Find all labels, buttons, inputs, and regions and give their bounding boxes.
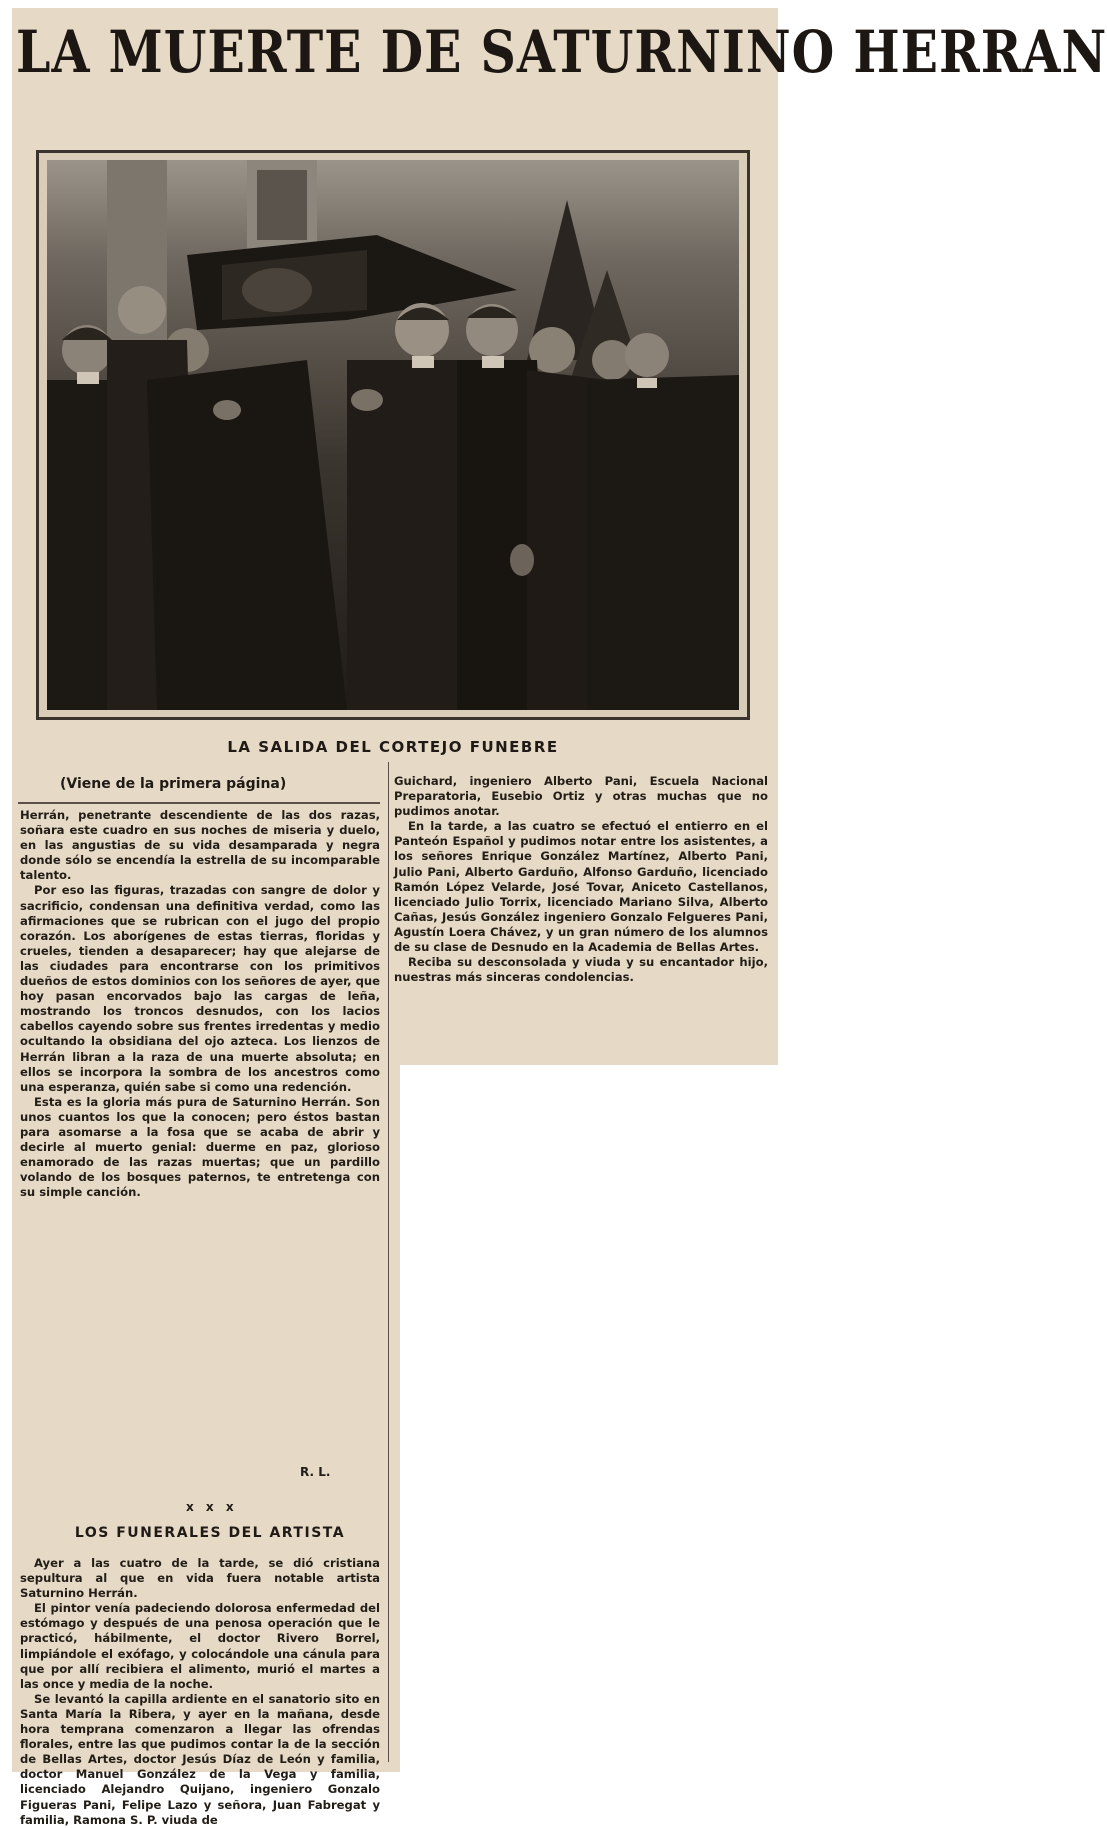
body-paragraph: Reciba su desconsolada y viuda y su encantador hijo, nuestras más sinceras condolencias. [394,955,768,985]
left-column-rule [18,802,380,804]
body-paragraph: Se levantó la capilla ardiente en el sanatorio sito en Santa María la Ribera, y ayer en la mañana, desde hora temprana comenzaron a llegar las ofrendas florales, entre las que pudimos contar la de la sección de Bellas Artes, doctor Jesús Díaz de León y familia, doctor Manuel González de la Vega y familia, licenciado Alejandro Quijano, ingeniero Gonzalo Figueras Pani, Felipe Lazo y señora, Juan Fabregat y familia, Ramona S. P. viuda de [20,1691,380,1827]
body-paragraph: El pintor venía padeciendo dolorosa enfermedad del estómago y después de una penosa operación que le practicó, hábilmente, el doctor Rivero Borrel, limpiándole el exófago, y colocándole una cánula para que por allí recibiera el alimento, murió el martes a las once y media de la noche. [20,1601,380,1691]
photo-caption: LA SALIDA DEL CORTEJO FUNEBRE [227,738,559,756]
right-column [394,774,768,985]
left-column [20,808,380,1200]
headline: LA MUERTE DE SATURNINO HERRAN [16,17,1107,87]
body-paragraph: Por eso las figuras, trazadas con sangre de dolor y sacrificio, condensan una definitiva verdad, como las afirmaciones que se rubrican con el jugo del propio corazón. Los aborígenes de estas tierras, floridas y crueles, tienden a desaparecer; hay que alejarse de las ciudades para encontrarse con los primitivos dueños de estos dominios con los señores de ayer, que hoy pasan encorvados bajo las cargas de leña, mostrando los troncos desnudos, con los lacios cabellos cayendo sobre sus frentes irredentas y medio ocultando la obsidiana del ojo azteca. Los lienzos de Herrán libran a la raza de una muerte absoluta; en ellos se incorpora la sombra de los ancestros como una esperanza, quién sabe si como una redención. [20,883,380,1094]
section-heading: LOS FUNERALES DEL ARTISTA [74,1525,346,1541]
body-paragraph: Ayer a las cuatro de la tarde, se dió cristiana sepultura al que en vida fuera notable artista Saturnino Herrán. [20,1556,380,1601]
continued-note: (Viene de la primera página) [60,776,287,792]
body-paragraph: Esta es la gloria más pura de Saturnino Herrán. Son unos cuantos los que la conocen; pero éstos bastan para asomarse a la fosa que se acaba de abrir y decirle al muerto genial: duerme en paz, glorioso enamorado de las razas muertas; que un pardillo volando de los bosques paternos, te entretenga con su simple canción. [20,1094,380,1200]
body-paragraph: En la tarde, a las cuatro se efectuó el entierro en el Panteón Español y pudimos notar entre los asistentes, a los señores Enrique González Martínez, Alberto Pani, Julio Pani, Alberto Garduño, Alfonso Garduño, licenciado Ramón López Velarde, José Tovar, Aniceto Castellanos, licenciado Julio Torrix, licenciado Mariano Silva, Alberto Cañas, Jesús González ingeniero Gonzalo Felgueres Pani, Agustín Loera Chávez, y un gran número de los alumnos de su clase de Desnudo en la Academia de Bellas Artes. [394,819,768,955]
funeral-column [20,1556,380,1828]
body-paragraph: Herrán, penetrante descendiente de las dos razas, soñara este cuadro en sus noches de miseria y duelo, en las angustias de su vida desamparada y negra donde sólo se encendía la estrella de su incomparable talento. [20,808,380,883]
signature: R. L. [300,1465,331,1479]
funeral-photo [47,160,739,710]
body-paragraph: Guichard, ingeniero Alberto Pani, Escuela Nacional Preparatoria, Eusebio Ortiz y otras muchas que no pudimos anotar. [394,774,768,819]
section-separator: x x x [186,1500,238,1514]
column-divider [388,762,389,1762]
